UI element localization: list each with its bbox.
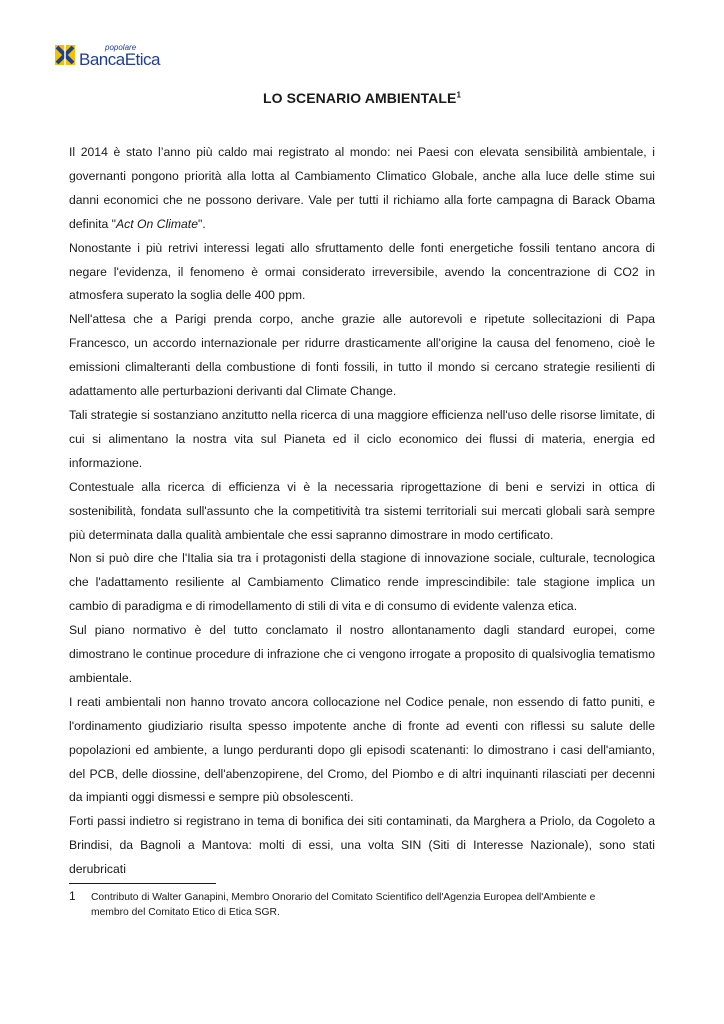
logo-brand-text: BancaEtica — [79, 50, 160, 69]
paragraph: Nonostante i più retrivi interessi legati allo sfruttamento delle fonti energetiche fossili tentano ancora di negare l'evidenza, il fenomeno è ormai considerato irreversibile, avendo la concentrazione di CO2 in atmosfera superato la soglia delle 400 ppm. — [69, 240, 655, 303]
title-text: LO SCENARIO AMBIENTALE — [262, 90, 457, 106]
paragraph: Non si può dire che l'Italia sia tra i protagonisti della stagione di innovazione sociale, culturale, tecnologica che l'adattamento resiliente al Cambiamento Climatico rende imprescindibile: tale stagione implica un cambio di paradigma e di rimodellamento di stili di vita e di consumo di evidente valenza etica. — [69, 551, 655, 614]
paragraph: Nell'attesa che a Parigi prenda corpo, anche grazie alle autorevoli e ripetute sollecitazioni di Papa Francesco, un accordo internazionale per ridurre drasticamente all'origine la causa del fenomeno, cioè le emissioni climalteranti della combustione di fonti fossili, in tutto il mondo si cercano strategie resilienti di adattamento alle perturbazioni derivanti dal Climate Change. — [69, 312, 655, 399]
campaign-name: Act On Climate — [116, 216, 198, 231]
banca-etica-logo — [55, 40, 190, 70]
document-title — [0, 90, 724, 106]
paragraph: Contestuale alla ricerca di efficienza vi è la necessaria riprogettazione di beni e servizi in ottica di sostenibilità, fondata sull'assunto che la competitività tra sistemi territoriali sui mercati globali sarà sempre più determinata dalla qualità ambientale che essi sapranno dimostrare in modo certificato. — [69, 479, 655, 542]
title-footnote-marker: 1 — [456, 90, 462, 100]
banca-etica-logo-icon — [55, 40, 190, 70]
footnote-line: membro del Comitato Etico di Etica SGR. — [91, 907, 280, 918]
footnote — [69, 889, 655, 920]
document-body — [69, 141, 655, 882]
paragraph-text: ". — [197, 216, 206, 231]
footnote-line — [69, 889, 655, 905]
paragraph: I reati ambientali non hanno trovato ancora collocazione nel Codice penale, non essendo di fatto puniti, e l'ordinamento giudiziario risulta spesso impotente anche di fronte ad eventi con riflessi su salute delle popolazioni ed ambiente, a lungo perduranti dopo gli episodi scatenanti: lo dimostrano i casi dell'amianto, del PCB, delle diossine, dell'abenzopirene, del Cromo, del Piombo e di altri inquinanti rilasciati per decenni da impianti oggi dismessi e sempre più obsolescenti. — [69, 694, 655, 805]
paragraph: Sul piano normativo è del tutto conclamato il nostro allontanamento dagli standard europei, come dimostrano le continue procedure di infrazione che ci vengono irrogate a proposito di qualsivoglia tematismo ambientale. — [69, 623, 655, 685]
paragraph: Tali strategie si sostanziano anzitutto nella ricerca di una maggiore efficienza nell'uso delle risorse limitate, di cui si alimentano la nostra vita sul Pianeta ed il ciclo economico dei flussi di materia, energia ed informazione. — [69, 407, 655, 470]
footnote-number: 1 — [69, 889, 76, 903]
footnote-divider — [69, 883, 216, 884]
paragraph-text: Il 2014 è stato l’anno più caldo mai registrato al mondo: nei Paesi con elevata sensibilità ambientale, i governanti pongono priorità alla lotta al Cambiamento Climatico Globale, anche alla luce delle stime sui danni economici che ne possono derivare. Vale per tutti il richiamo alla forte campagna di Barack Obama definita " — [69, 145, 655, 231]
logo-small-text: popolare — [105, 43, 137, 52]
footnote-text: Contributo di Walter Ganapini, Membro Onorario del Comitato Scientifico dell'Agenzia Europea dell'Ambiente e — [91, 892, 596, 903]
paragraph — [69, 141, 655, 237]
paragraph: Forti passi indietro si registrano in tema di bonifica dei siti contaminati, da Marghera a Priolo, da Cogoleto a Brindisi, da Bagnoli a Mantova: molti di essi, una volta SIN (Siti di Interesse Nazionale), sono stati derubricati — [69, 814, 655, 877]
